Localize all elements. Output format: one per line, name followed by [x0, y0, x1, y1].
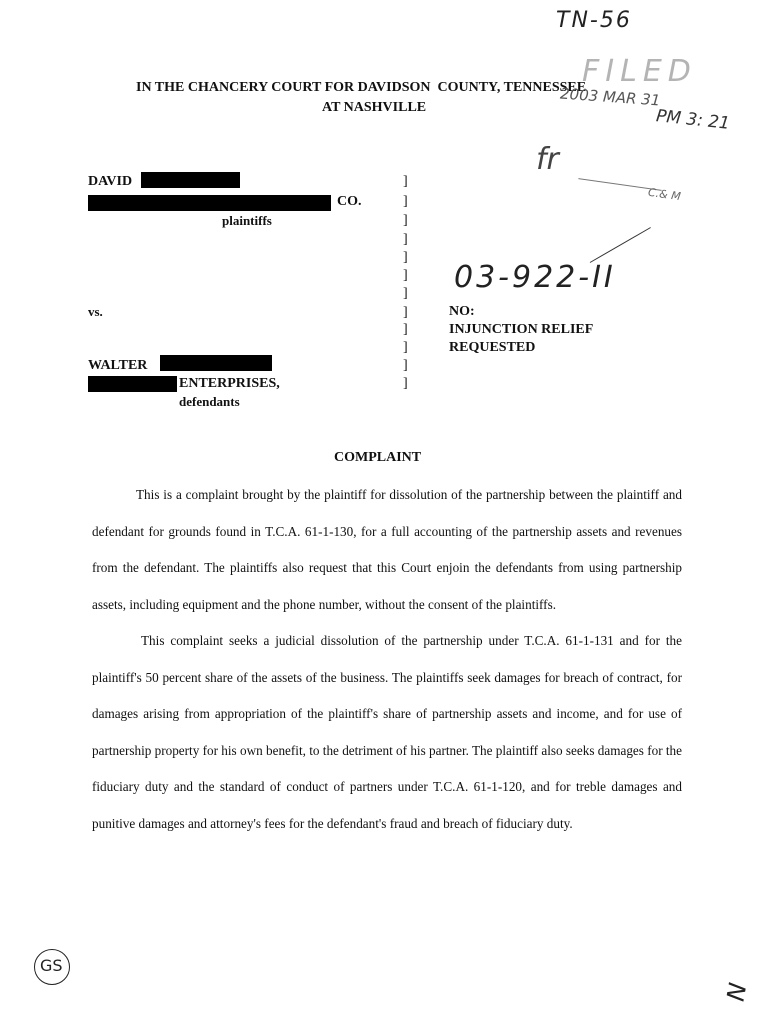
paragraph-1-text: This is a complaint brought by the plaintiff for dissolution of the partnership between the plaintiff and defendant for grounds found in T.C.A. 61-1-130, for a full accounting of the partnership assets and revenues from the defendant. The plaintiffs also request that this Court enjoin the defendants from using partnership assets, including equipment and the phone number, without the consent of the plaintiffs.: [92, 487, 682, 612]
defendant-company-suffix: ENTERPRISES,: [179, 376, 280, 391]
court-header-line2: AT NASHVILLE: [322, 100, 427, 115]
handwritten-case-number: 03-922-II: [454, 260, 616, 295]
redaction-defendant-name: [160, 355, 272, 371]
court-header-line1: IN THE CHANCERY COURT FOR DAVIDSON COUNTY, TENNESSEE: [136, 80, 587, 95]
paragraph-2: [92, 623, 682, 842]
caption-bracket: ]: [403, 305, 408, 320]
caption-bracket: ]: [403, 213, 408, 228]
initials-text: GS: [40, 956, 63, 975]
caption-bracket: ]: [403, 286, 408, 301]
complaint-body: [92, 477, 682, 842]
defendant-name-prefix: WALTER: [88, 358, 148, 373]
caption-bracket: ]: [403, 232, 408, 247]
relief-line1: INJUNCTION RELIEF: [449, 322, 594, 337]
plaintiffs-label: plaintiffs: [222, 213, 272, 228]
filed-stamp: [520, 50, 750, 220]
page-mark: N: [721, 980, 753, 1004]
defendants-label: defendants: [179, 394, 240, 409]
versus-label: vs.: [88, 304, 103, 319]
handwritten-docket-mark: TN-56: [556, 8, 632, 33]
caption-bracket: ]: [403, 268, 408, 283]
relief-line2: REQUESTED: [449, 340, 536, 355]
paragraph-1: [92, 477, 682, 623]
plaintiff-company-suffix: CO.: [337, 194, 362, 209]
stamp-date: 2003 MAR 31: [559, 84, 661, 110]
caption-bracket: ]: [403, 358, 408, 373]
caption-bracket: ]: [403, 250, 408, 265]
caption-bracket: ]: [403, 322, 408, 337]
redaction-plaintiff-company: [88, 195, 331, 211]
stamp-clerk: C.& M: [647, 185, 682, 204]
redaction-plaintiff-name: [141, 172, 240, 188]
redaction-defendant-company: [88, 376, 177, 392]
caption-bracket: ]: [403, 340, 408, 355]
case-number-slash: [590, 227, 651, 263]
caption-bracket: ]: [403, 376, 408, 391]
initials-circle: [34, 949, 70, 985]
stamp-time: PM 3: 21: [655, 106, 731, 134]
paragraph-2-text: This complaint seeks a judicial dissolution of the partnership under T.C.A. 61-1-131 and for the plaintiff's 50 percent share of the assets of the business. The plaintiffs seek damages for breach of contract, for damages arising from appropriation of the plaintiff's share of partnership assets and income, and for use of partnership property for his own benefit, to the detriment of his partner. The plaintiff also seeks damages for the fiduciary duty and the standard of conduct of partners under T.C.A. 61-1-120, and for treble damages and punitive damages and attorney's fees for the defendant's fraud and breach of fiduciary duty.: [92, 633, 682, 831]
stamp-filed-text: FILED: [582, 54, 697, 89]
caption-bracket: ]: [403, 194, 408, 209]
document-title: COMPLAINT: [334, 450, 422, 465]
plaintiff-name-prefix: DAVID: [88, 174, 133, 189]
stamp-initials: fr: [536, 142, 559, 177]
case-no-label: NO:: [449, 304, 475, 319]
caption-bracket: ]: [403, 174, 408, 189]
